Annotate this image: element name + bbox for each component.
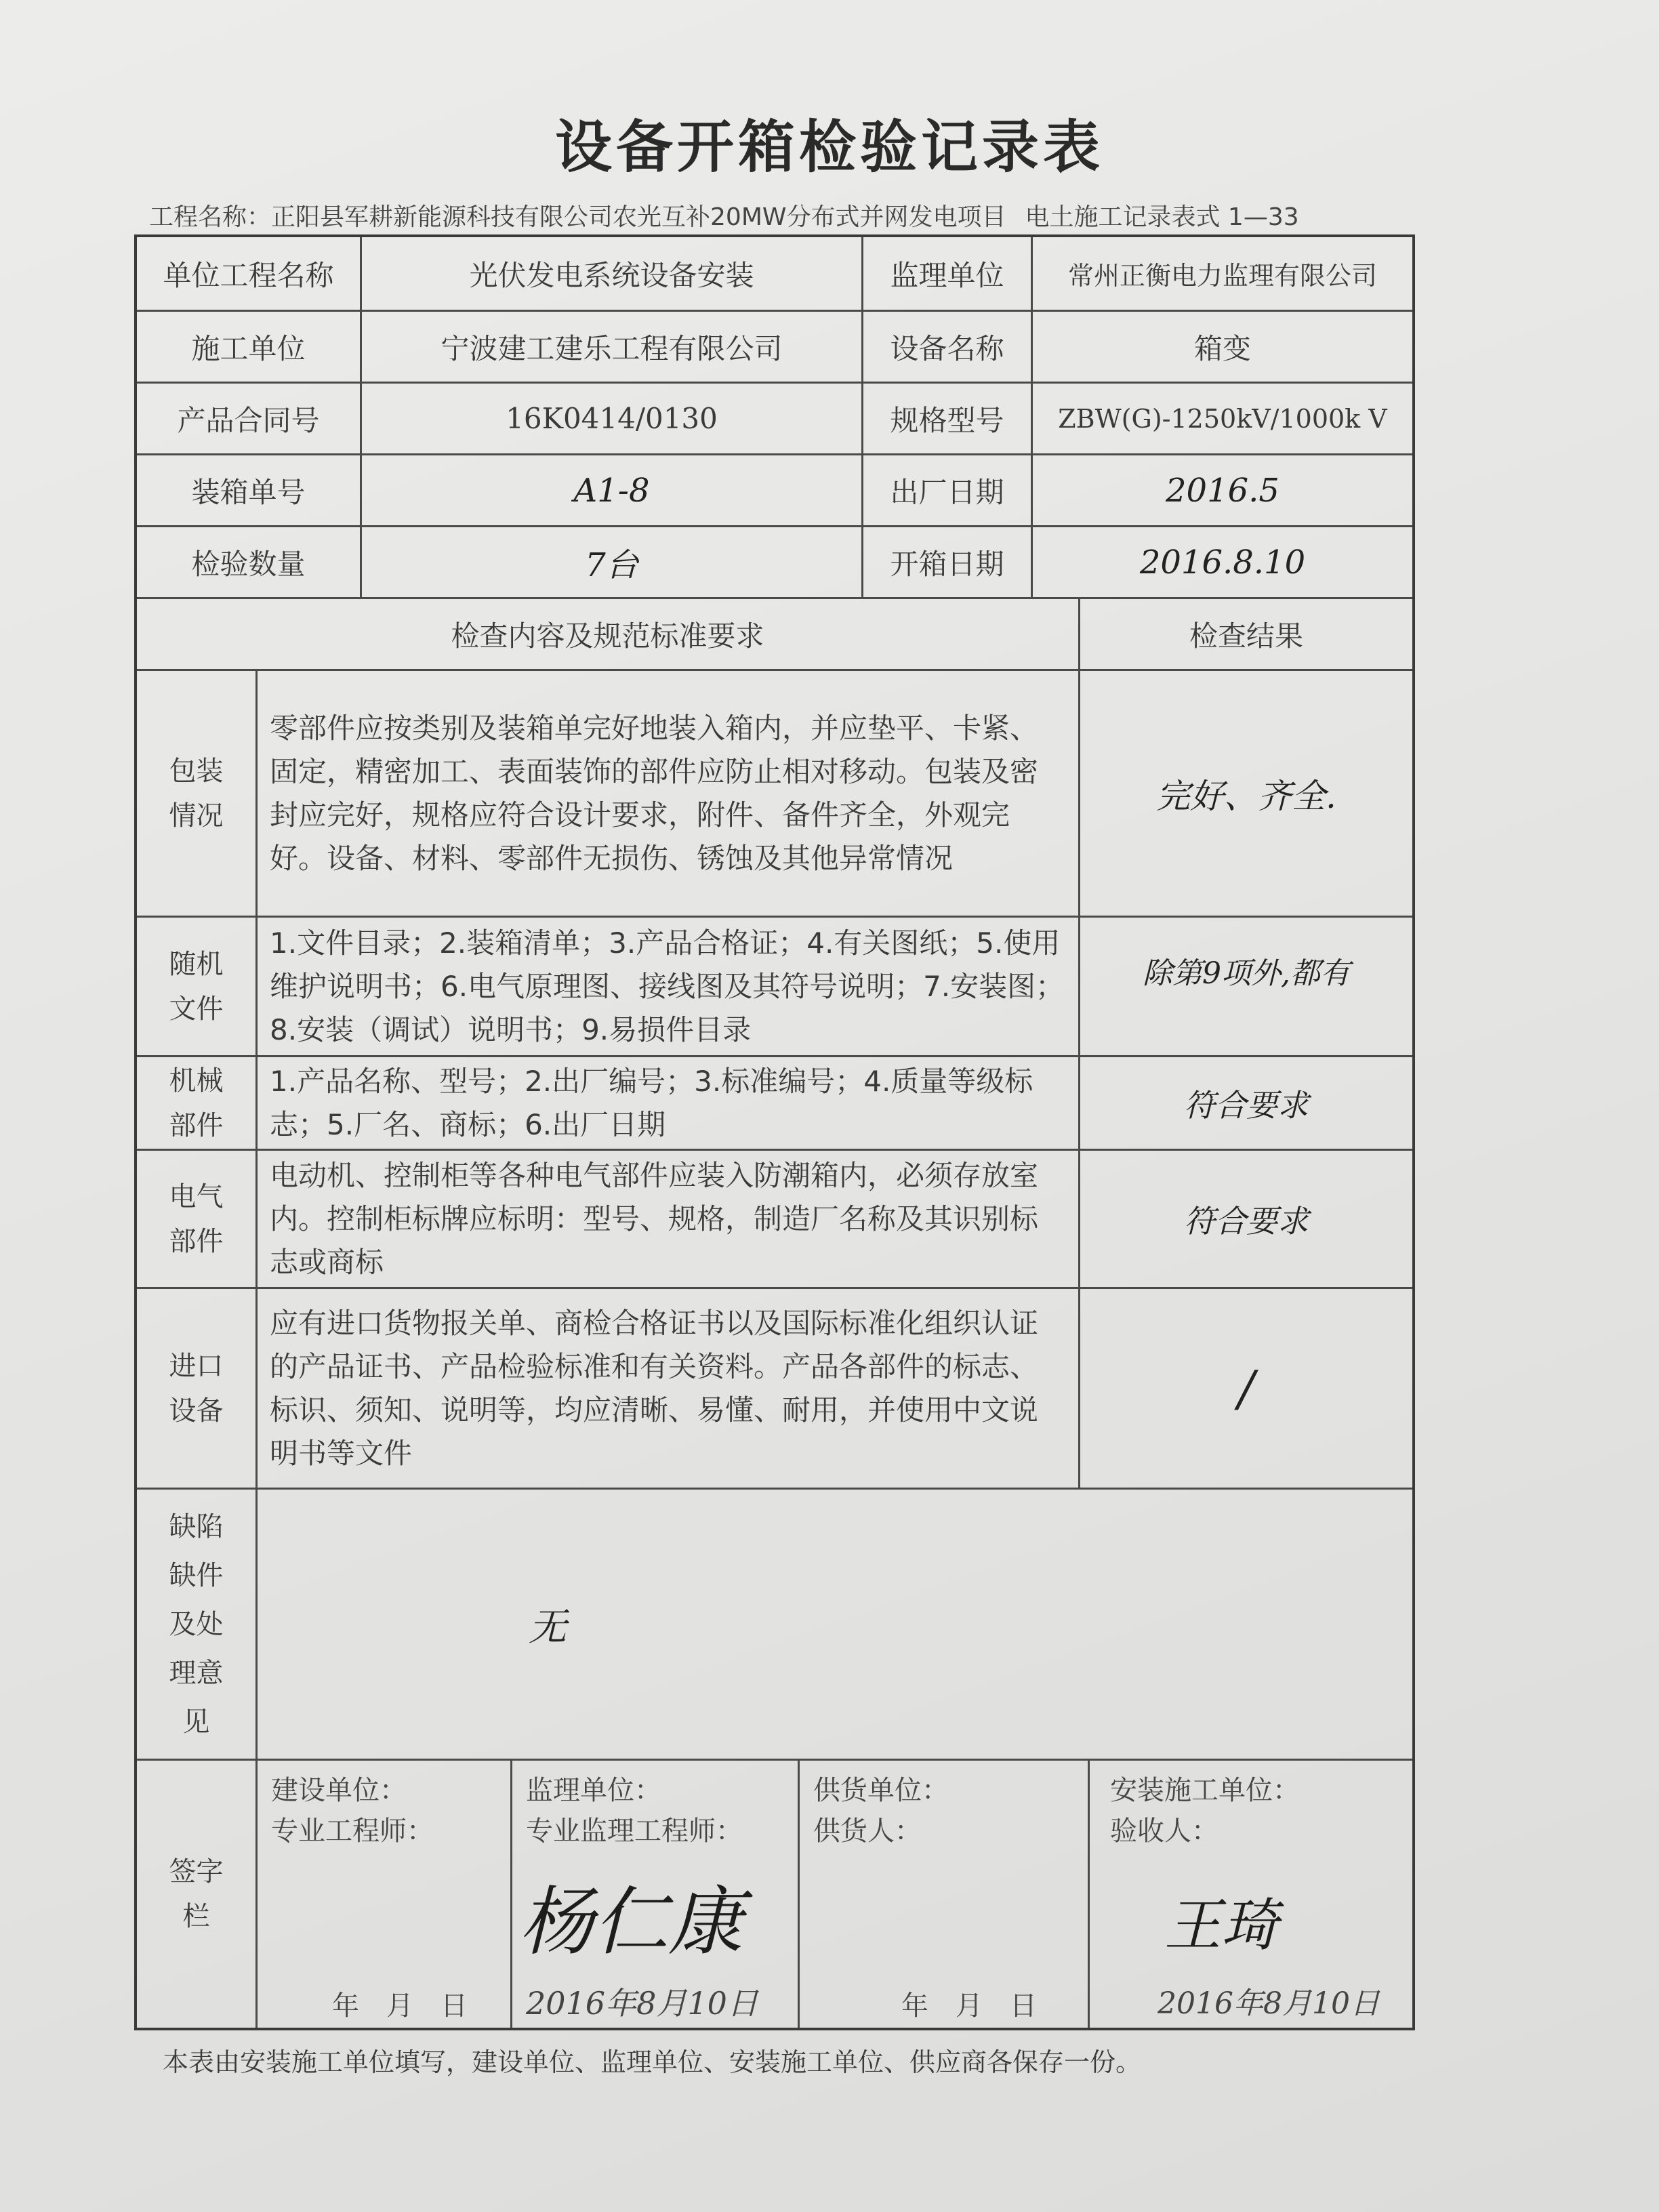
contract-value: 16K0414/0130: [362, 384, 863, 455]
supervisor-date: 2016年8月10日: [526, 1985, 758, 2022]
defects-label: 缺陷缺件及处理意见: [137, 1490, 258, 1761]
defects-value: 无: [258, 1490, 1412, 1761]
supervisor-label: 监理单位: [863, 237, 1033, 312]
quantity-value: 7台: [362, 527, 863, 599]
installer-role: 验收人：: [1110, 1816, 1218, 1847]
owner-signature-cell: [258, 1761, 512, 2028]
supervisor-value: 常州正衡电力监理有限公司: [1033, 237, 1412, 312]
requirement-documents: 1.文件目录；2.装箱清单；3.产品合格证；4.有关图纸；5.使用维护说明书；6.电气原理图、接线图及其符号说明；7.安装图；8.安装（调试）说明书；9.易损件目录: [258, 918, 1080, 1057]
project-label: 工程名称：: [149, 203, 272, 231]
project-name: 正阳县军耕新能源科技有限公司农光互补20MW分布式并网发电项目: [271, 203, 1006, 231]
packing-no-label: 装箱单号: [137, 455, 362, 527]
factory-date-value: 2016.5: [1033, 455, 1412, 527]
equipment-label: 设备名称: [863, 312, 1033, 384]
open-date-label: 开箱日期: [863, 527, 1033, 599]
project-line: [149, 198, 1437, 232]
supplier-unit: 供货单位：: [813, 1775, 949, 1806]
installer-signature-cell: [1090, 1761, 1412, 2028]
spec-label: 规格型号: [863, 384, 1033, 455]
form-code: 电土施工记录表式 1—33: [1025, 203, 1299, 231]
contract-label: 产品合同号: [137, 384, 362, 455]
inspection-table: [134, 234, 1415, 2030]
result-header: 检查结果: [1080, 599, 1412, 671]
supervisor-signature-cell: [512, 1761, 800, 2028]
quantity-label: 检验数量: [137, 527, 362, 599]
constructor-value: 宁波建工建乐工程有限公司: [362, 312, 863, 384]
supervisor-role: 专业监理工程师：: [526, 1816, 743, 1847]
requirement-imported: 应有进口货物报关单、商检合格证书以及国际标准化组织认证的产品证书、产品检验标准和有关资料。产品各部件的标志、标识、须知、说明等，均应清晰、易懂、耐用，并使用中文说明书等文件: [258, 1289, 1080, 1490]
installer-date: 2016年8月10日: [1158, 1986, 1380, 2021]
unit-project-label: 单位工程名称: [137, 237, 362, 312]
requirement-electrical: 电动机、控制柜等各种电气部件应装入防潮箱内，必须存放室内。控制柜标牌应标明：型号、规格，制造厂名称及其识别标志或商标: [258, 1151, 1080, 1289]
supervisor-signature: 杨仁康: [519, 1879, 743, 1965]
factory-date-label: 出厂日期: [863, 455, 1033, 527]
supplier-role: 供货人：: [813, 1816, 922, 1847]
result-documents: 除第9项外,都有: [1080, 918, 1412, 1057]
signature-label: 签字栏: [137, 1761, 258, 2028]
installer-unit: 安装施工单位：: [1110, 1775, 1300, 1806]
constructor-label: 施工单位: [137, 312, 362, 384]
footnote: 本表由安装施工单位填写，建设单位、监理单位、安装施工单位、供应商各保存一份。: [163, 2047, 1142, 2077]
supervisor-unit: 监理单位：: [526, 1775, 661, 1806]
category-imported: 进口设备: [137, 1289, 258, 1490]
requirement-mechanical: 1.产品名称、型号；2.出厂编号；3.标准编号；4.质量等级标志；5.厂名、商标；6.出厂日期: [258, 1057, 1080, 1151]
owner-role: 专业工程师：: [271, 1816, 434, 1847]
equipment-value: 箱变: [1033, 312, 1412, 384]
owner-date: 年 月 日: [332, 1990, 468, 2022]
requirement-packaging: 零部件应按类别及装箱单完好地装入箱内，并应垫平、卡紧、固定，精密加工、表面装饰的部件应防止相对移动。包装及密封应完好，规格应符合设计要求，附件、备件齐全，外观完好。设备、材料、零部件无损伤、锈蚀及其他异常情况: [258, 671, 1080, 918]
supplier-date: 年 月 日: [901, 1990, 1037, 2022]
result-packaging: 完好、齐全.: [1080, 671, 1412, 918]
result-electrical: 符合要求: [1080, 1151, 1412, 1289]
category-electrical: 电气部件: [137, 1151, 258, 1289]
installer-signature: 王琦: [1164, 1892, 1279, 1959]
category-packaging: 包装情况: [137, 671, 258, 918]
owner-unit: 建设单位：: [271, 1775, 407, 1806]
category-mechanical: 机械部件: [137, 1057, 258, 1151]
category-documents: 随机文件: [137, 918, 258, 1057]
page-title: 设备开箱检验记录表: [554, 114, 1104, 180]
spec-value: ZBW(G)-1250kV/1000k V: [1033, 384, 1412, 455]
result-imported: /: [1080, 1289, 1412, 1490]
result-mechanical: 符合要求: [1080, 1057, 1412, 1151]
supplier-signature-cell: [800, 1761, 1090, 2028]
unit-project-value: 光伏发电系统设备安装: [362, 237, 863, 312]
open-date-value: 2016.8.10: [1033, 527, 1412, 599]
content-header: 检查内容及规范标准要求: [137, 599, 1080, 671]
packing-no-value: A1-8: [362, 455, 863, 527]
